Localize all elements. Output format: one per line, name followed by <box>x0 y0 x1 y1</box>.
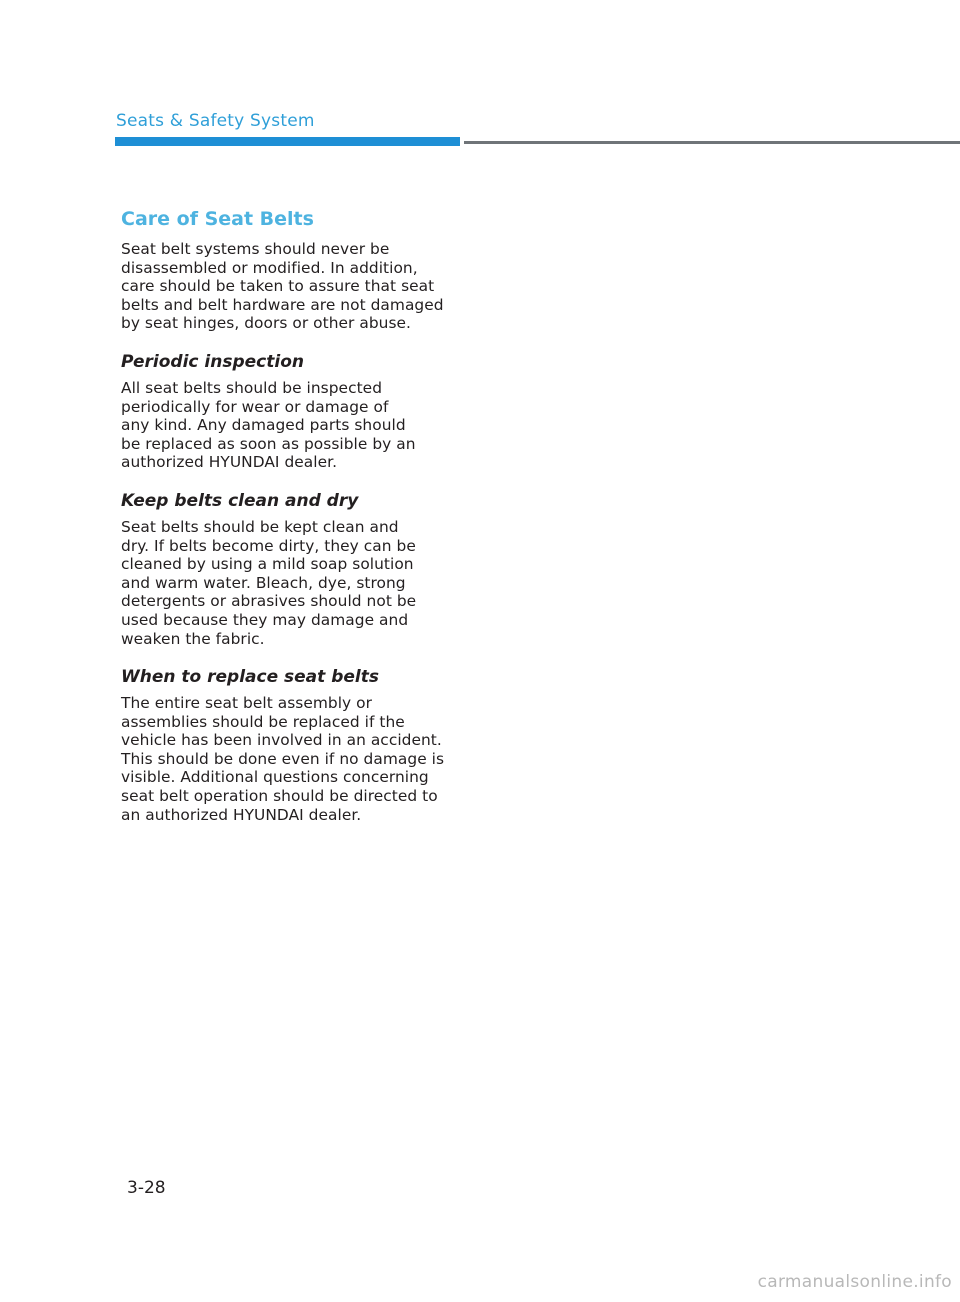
chapter-title: Seats & Safety System <box>116 111 315 131</box>
subsection-heading-replace-belts: When to replace seat belts <box>121 667 379 688</box>
header-rule <box>464 141 960 144</box>
section-intro: Seat belt systems should never be disassembled or modified. In addition, care should be taken to assure that seat belts and belt hardware are not damaged by seat hinges, doors or other abuse. <box>121 240 444 333</box>
subsection-text-keep-clean: Seat belts should be kept clean and dry. If belts become dirty, they can be cleaned by using a mild soap solution and warm water. Bleach, dye, strong detergents or abrasives should not be used because they may damage and weaken the fabric. <box>121 517 417 648</box>
section-title: Care of Seat Belts <box>121 208 314 230</box>
header-accent-bar <box>115 137 460 146</box>
subsection-text-replace-belts: The entire seat belt assembly or assemblies should be replaced if the vehicle has been involved in an accident. This should be done even if no damage is visible. Additional questions concerning seat belt operation should be directed to an authorized HYUNDAI dealer. <box>121 694 445 824</box>
watermark: carmanualsonline.info <box>757 1272 952 1292</box>
main-content <box>121 206 451 824</box>
subsection-text-periodic-inspection: All seat belts should be inspected periodically for wear or damage of any kind. Any damaged parts should be replaced as soon as possible by an authorized HYUNDAI dealer. <box>121 378 416 472</box>
page-number: 3-28 <box>127 1178 166 1198</box>
subsection-heading-periodic-inspection: Periodic inspection <box>121 351 304 372</box>
subsection-heading-keep-clean: Keep belts clean and dry <box>121 490 359 511</box>
